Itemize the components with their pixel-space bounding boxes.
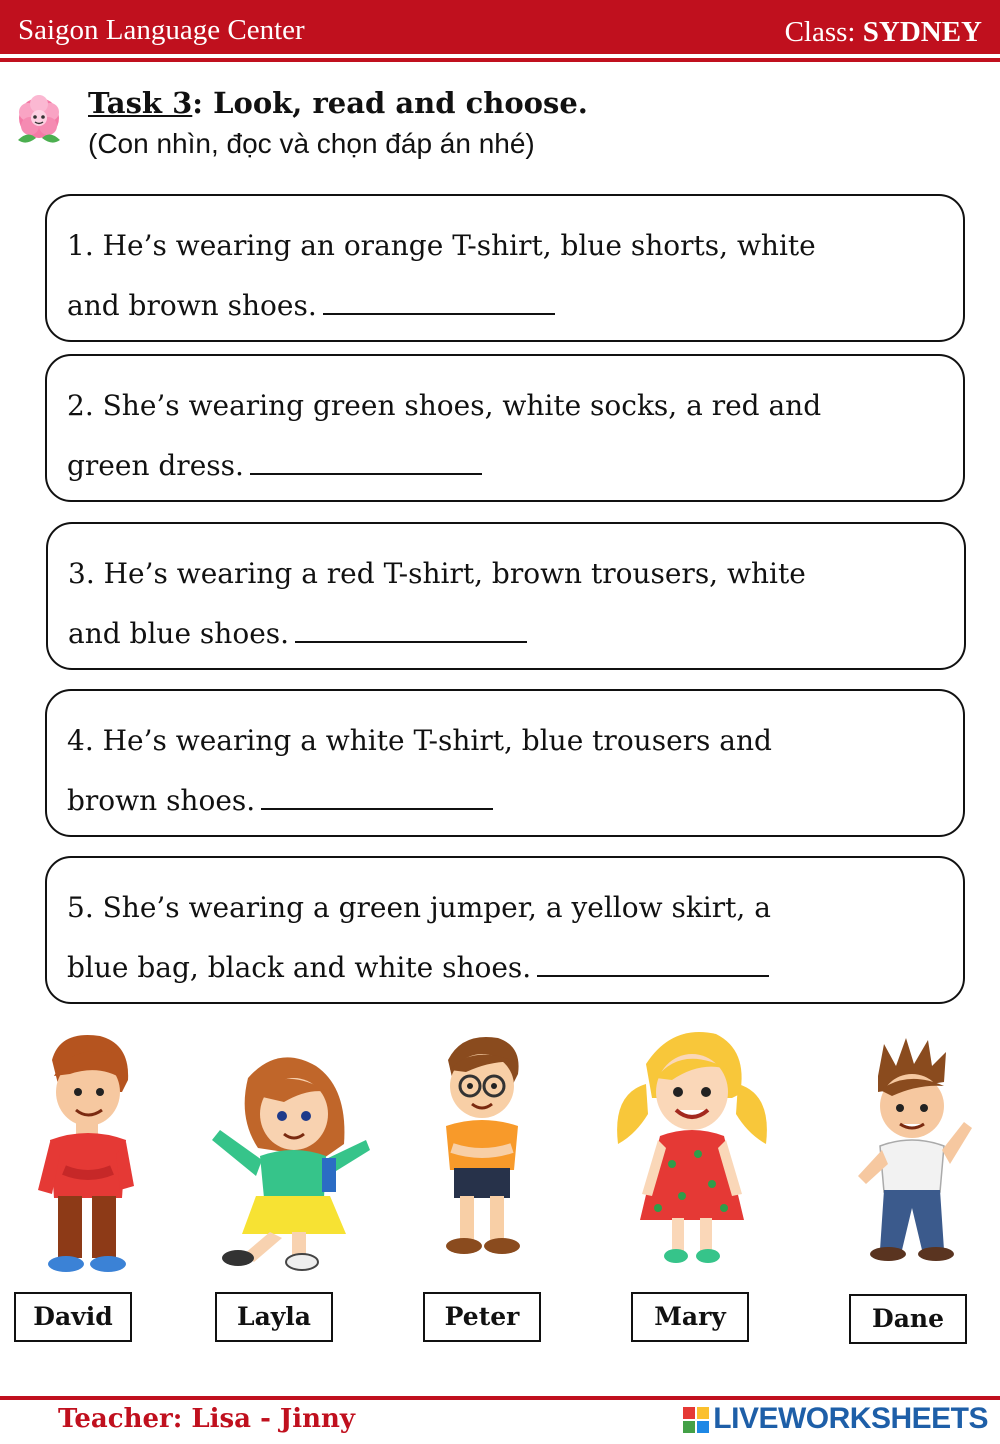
- header-bar: [0, 0, 1000, 54]
- question-2-line1: 2. She’s wearing green shoes, white socks, a red and: [67, 389, 822, 422]
- answer-blank-4[interactable]: [261, 780, 493, 810]
- name-box-david[interactable]: David: [14, 1292, 132, 1342]
- question-1-line2: and brown shoes.: [67, 289, 317, 322]
- question-box-3: [46, 522, 966, 670]
- name-box-dane[interactable]: Dane: [849, 1294, 967, 1344]
- name-box-mary[interactable]: Mary: [631, 1292, 749, 1342]
- question-3-line1: 3. He’s wearing a red T-shirt, brown trousers, white: [68, 557, 806, 590]
- school-name: Saigon Language Center: [18, 14, 305, 46]
- class-name: SYDNEY: [862, 16, 982, 48]
- question-box-1: [45, 194, 965, 342]
- question-1-line1: 1. He’s wearing an orange T-shirt, blue shorts, white: [67, 229, 816, 262]
- question-5-line2: blue bag, black and white shoes.: [67, 951, 532, 984]
- question-2-line2: green dress.: [67, 449, 244, 482]
- name-box-layla[interactable]: Layla: [215, 1292, 333, 1342]
- footer-divider: [0, 1396, 1000, 1400]
- question-4-line1: 4. He’s wearing a white T-shirt, blue trousers and: [67, 724, 772, 757]
- liveworksheets-brand: LIVEWORKSHEETS: [683, 1402, 988, 1436]
- boy-red-tshirt-icon: [30, 1030, 140, 1275]
- girl-red-dress-icon: [612, 1024, 772, 1268]
- name-box-peter[interactable]: Peter: [423, 1292, 541, 1342]
- boy-white-tshirt-icon: [848, 1036, 978, 1266]
- class-label: Class: SYDNEY: [784, 16, 982, 48]
- question-5-line1: 5. She’s wearing a green jumper, a yellow skirt, a: [67, 891, 771, 924]
- girl-green-jumper-icon: [198, 1048, 378, 1273]
- question-box-4: [45, 689, 965, 837]
- answer-blank-2[interactable]: [250, 445, 482, 475]
- task-title: Task 3: Look, read and choose.: [88, 86, 588, 120]
- answer-blank-3[interactable]: [295, 613, 527, 643]
- liveworksheets-logo-icon: [683, 1407, 709, 1433]
- flower-icon: [8, 90, 70, 152]
- question-4-line2: brown shoes.: [67, 784, 256, 817]
- question-3-line2: and blue shoes.: [68, 617, 290, 650]
- task-subtitle: (Con nhìn, đọc và chọn đáp án nhé): [88, 128, 535, 159]
- question-box-5: [45, 856, 965, 1004]
- header-divider: [0, 58, 1000, 62]
- teacher-credit: Teacher: Lisa - Jinny: [58, 1404, 356, 1434]
- question-box-2: [45, 354, 965, 502]
- task-label: Task 3: [88, 86, 193, 120]
- boy-orange-tshirt-icon: [432, 1030, 532, 1262]
- answer-blank-1[interactable]: [323, 285, 555, 315]
- answer-blank-5[interactable]: [537, 947, 769, 977]
